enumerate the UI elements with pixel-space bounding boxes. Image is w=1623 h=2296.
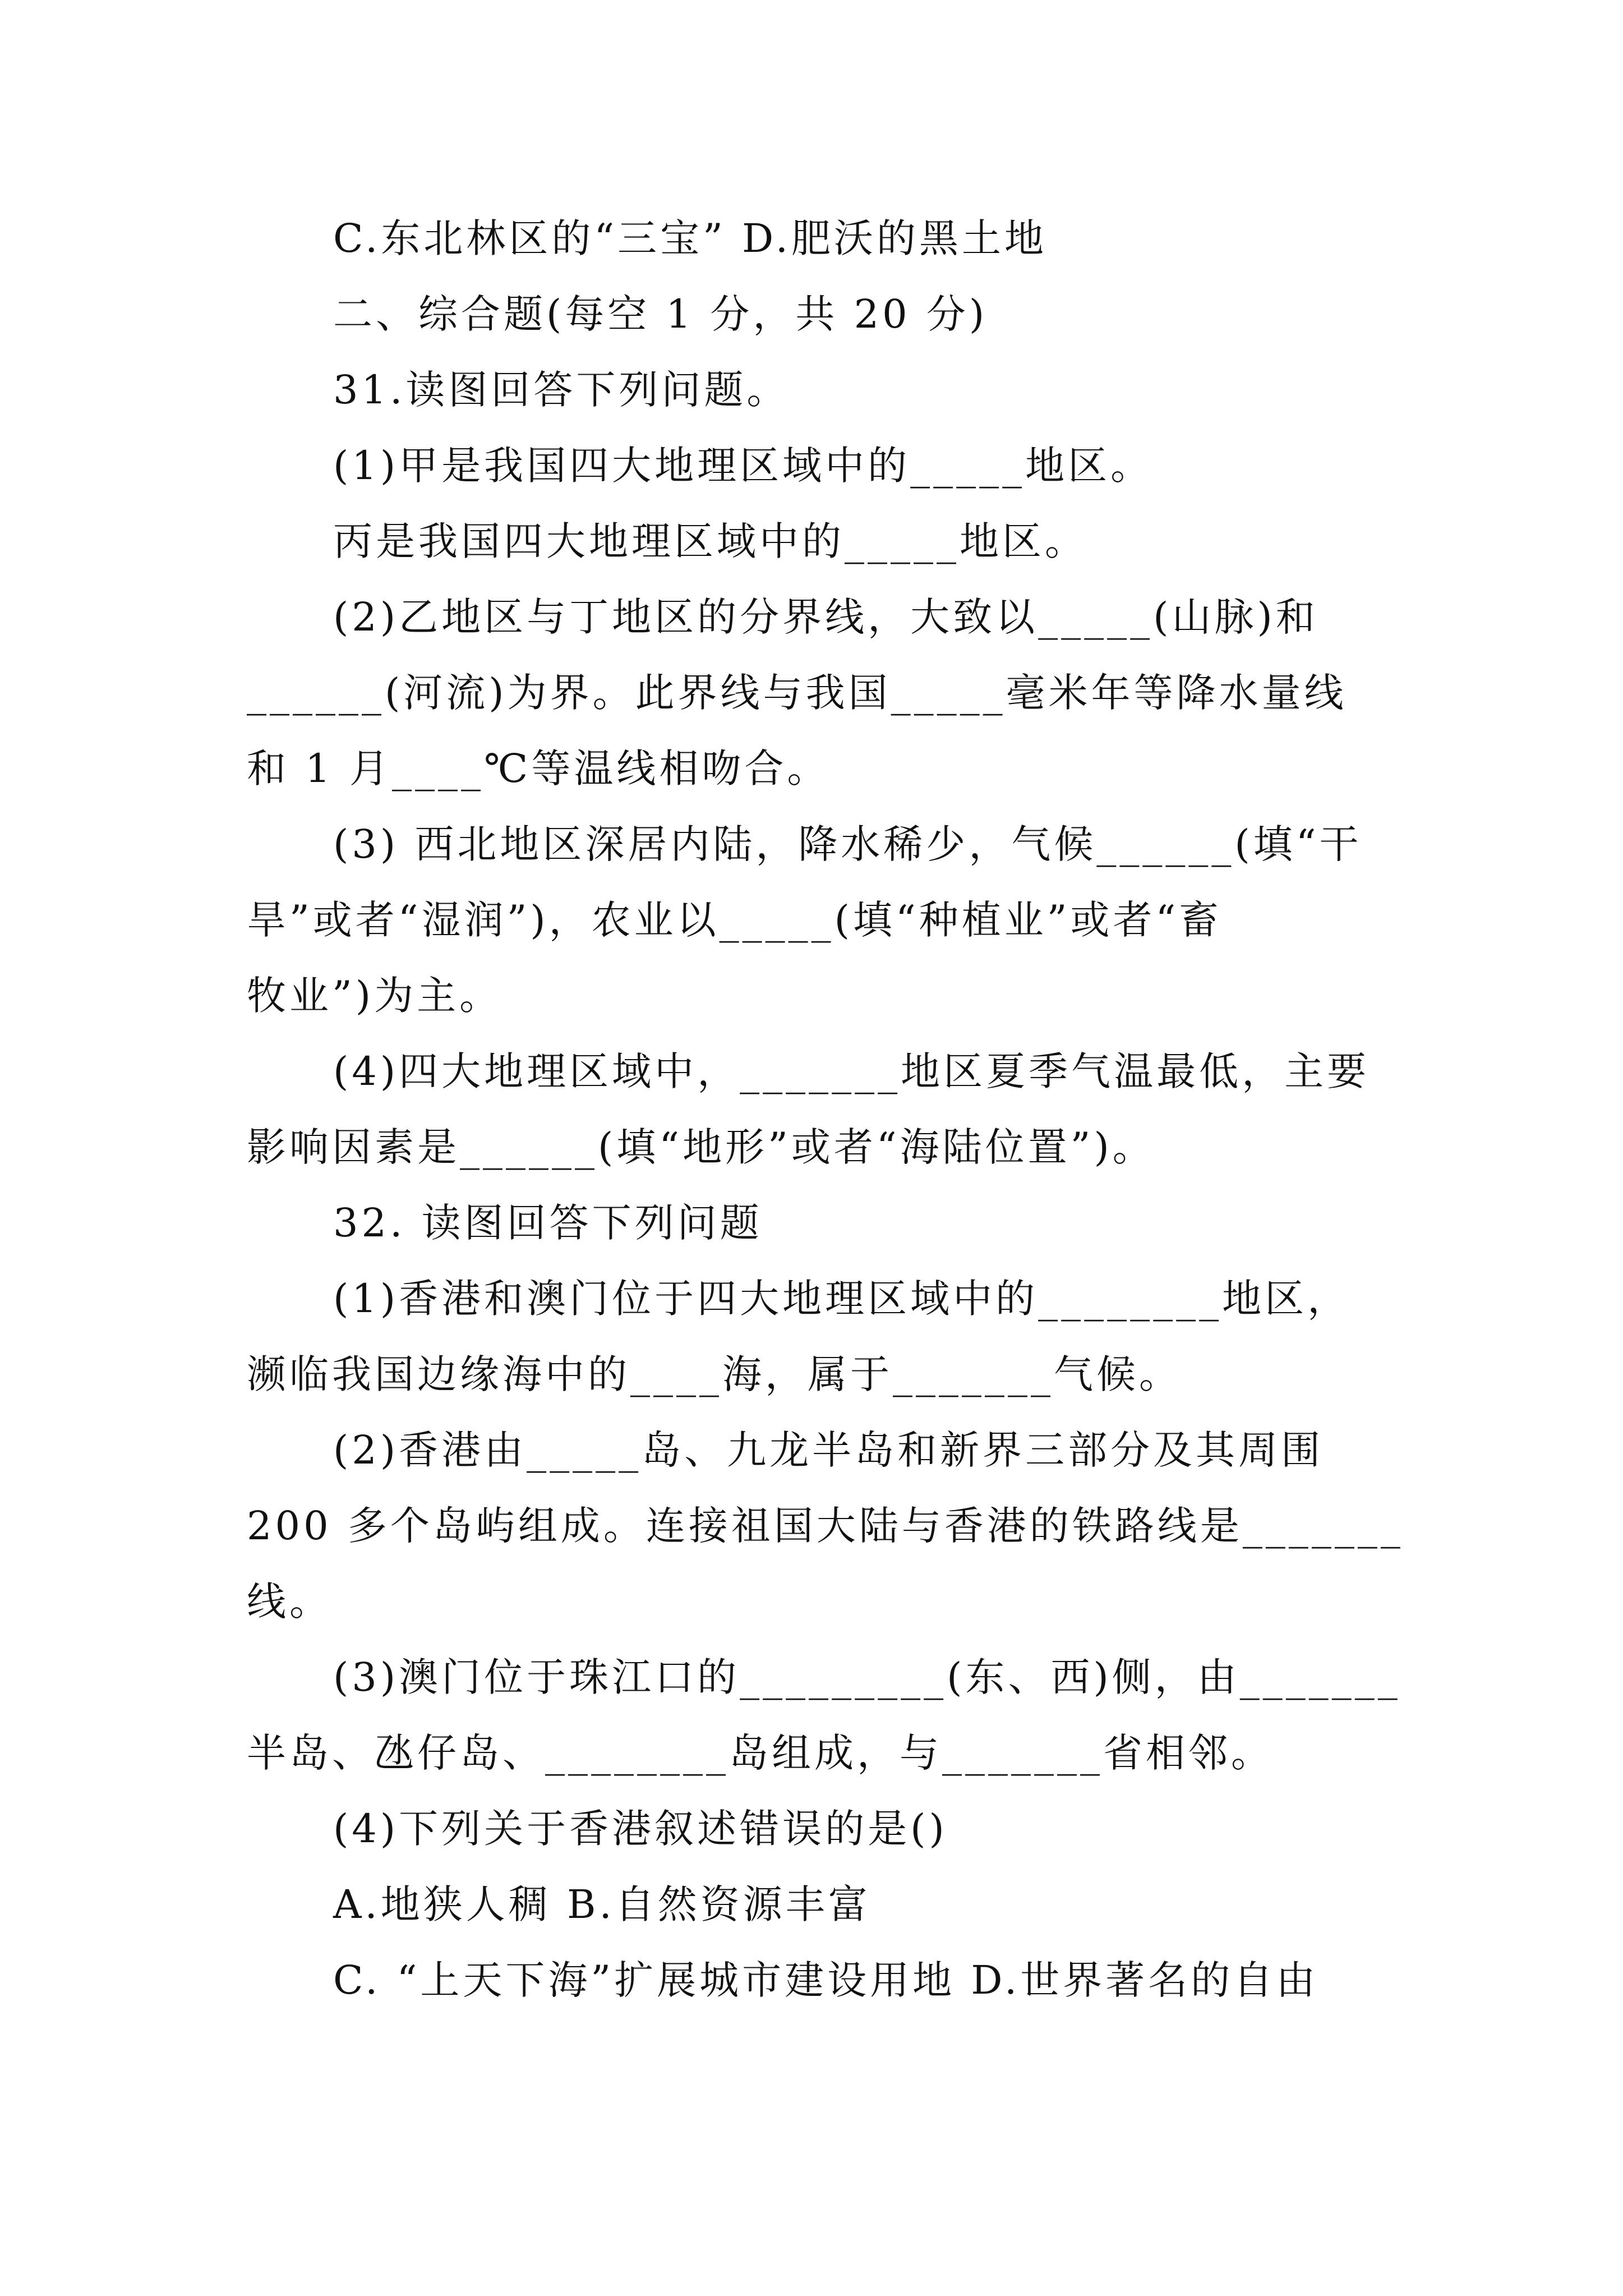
option-line-cd: C.东北林区的“三宝” D.肥沃的黑土地 bbox=[333, 215, 1048, 261]
q31-part4-line1: (4)四大地理区域中，_______地区夏季气温最低，主要 bbox=[333, 1048, 1370, 1094]
q31-part1-line1: (1)甲是我国四大地理区域中的_____地区。 bbox=[333, 443, 1154, 489]
q32-part2-line1: (2)香港由_____岛、九龙半岛和新界三部分及其周围 bbox=[333, 1427, 1324, 1473]
q31-part3-line3: 牧业”)为主。 bbox=[247, 973, 502, 1019]
q32-part4-options-cd: C. “上天下海”扩展城市建设用地 D.世界著名的自由 bbox=[333, 1957, 1319, 2003]
q31-part2-line2: ______(河流)为界。此界线与我国_____毫米年等降水量线 bbox=[247, 670, 1347, 716]
q31-part2-line3: 和 1 月____℃等温线相吻合。 bbox=[247, 746, 830, 792]
q31-part3-line2: 旱”或者“湿润”)，农业以_____(填“种植业”或者“畜 bbox=[247, 897, 1222, 943]
q31-part1-line2: 丙是我国四大地理区域中的_____地区。 bbox=[333, 518, 1087, 564]
q31-part4-line2: 影响因素是______(填“地形”或者“海陆位置”)。 bbox=[247, 1124, 1155, 1170]
section-heading: 二、综合题(每空 1 分，共 20 分) bbox=[333, 291, 988, 337]
q32-part2-line2: 200 多个岛屿组成。连接祖国大陆与香港的铁路线是_______ bbox=[247, 1503, 1404, 1549]
q32-part3-line2: 半岛、氹仔岛、________岛组成，与_______省相邻。 bbox=[247, 1730, 1274, 1776]
q32-part3-line1: (3)澳门位于珠江口的_________(东、西)侧，由_______ bbox=[333, 1654, 1401, 1700]
q32-part4-options-ab: A.地狭人稠 B.自然资源丰富 bbox=[333, 1881, 871, 1927]
q31-part2-line1: (2)乙地区与丁地区的分界线，大致以_____(山脉)和 bbox=[333, 594, 1318, 640]
q32-part1-line1: (1)香港和澳门位于四大地理区域中的________地区， bbox=[333, 1276, 1350, 1322]
q31-part3-line1: (3) 西北地区深居内陆，降水稀少，气候______(填“干 bbox=[333, 821, 1362, 867]
question-31-heading: 31.读图回答下列问题。 bbox=[333, 367, 790, 413]
question-32-heading: 32. 读图回答下列问题 bbox=[333, 1200, 763, 1246]
q32-part1-line2: 濒临我国边缘海中的____海，属于_______气候。 bbox=[247, 1351, 1182, 1397]
q32-part4-stem: (4)下列关于香港叙述错误的是() bbox=[333, 1806, 948, 1852]
q32-part2-line3: 线。 bbox=[247, 1579, 332, 1625]
